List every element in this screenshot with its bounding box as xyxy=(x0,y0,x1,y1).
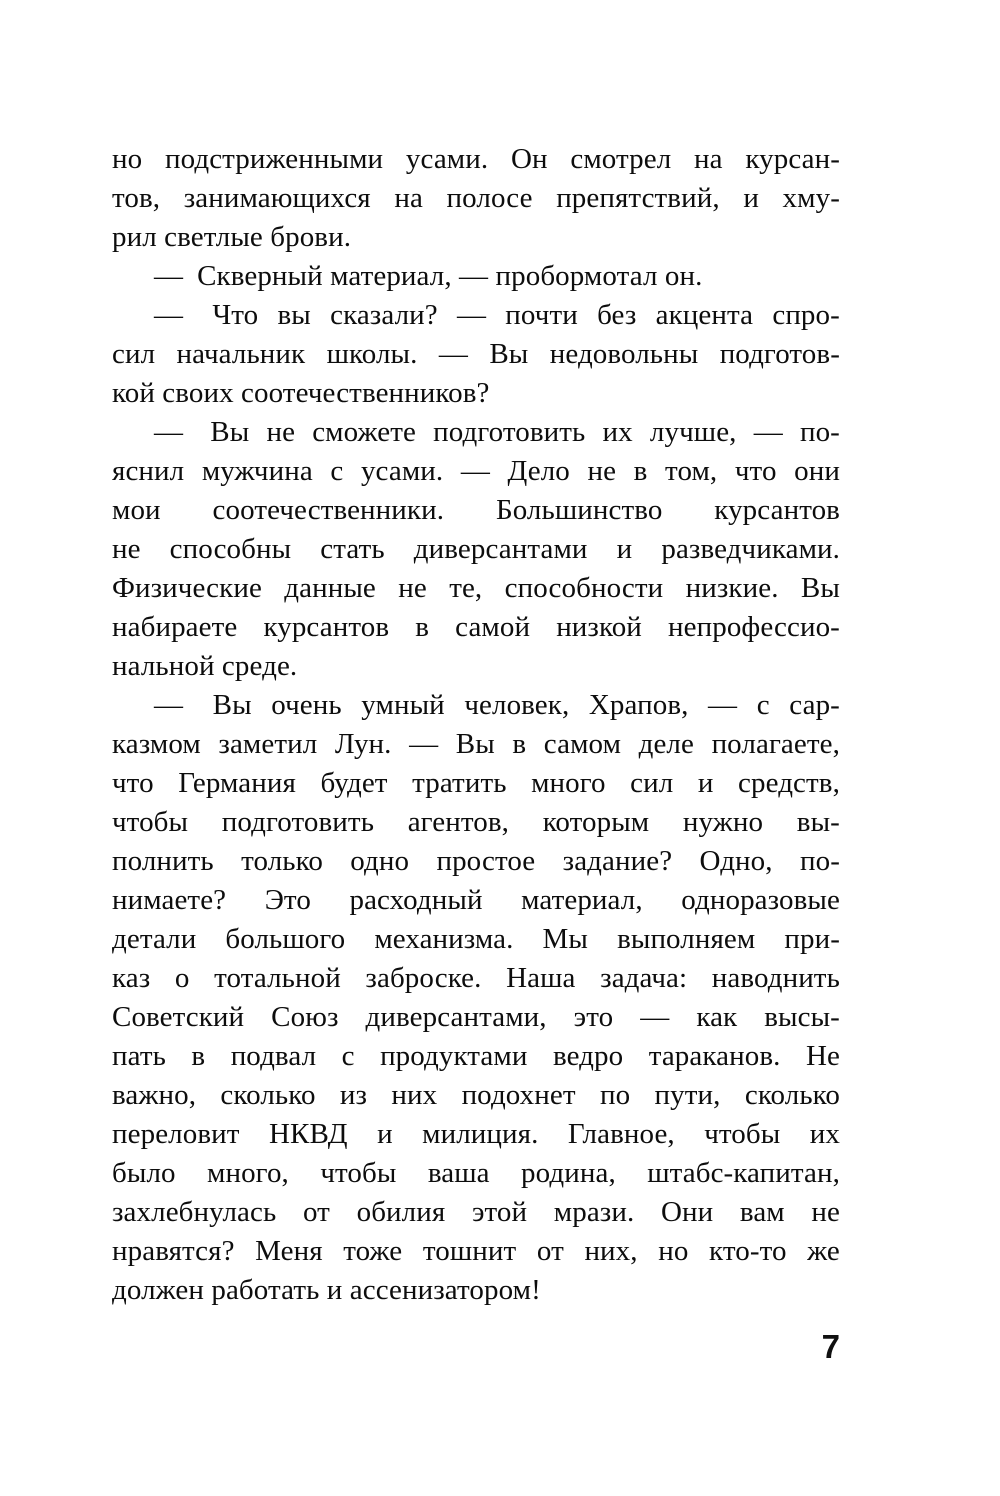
text-line: нравятся? Меня тоже тошнит от них, но кто-то же xyxy=(112,1235,840,1267)
text-line: Советский Союз диверсантами, это — как высы- xyxy=(112,1001,840,1033)
text-line: захлебнулась от обилия этой мрази. Они вам не xyxy=(112,1196,840,1228)
text-line: но подстриженными усами. Он смотрел на курсан- xyxy=(112,143,840,175)
page-number: 7 xyxy=(821,1328,840,1365)
text-line: тов, занимающихся на полосе препятствий, и хму- xyxy=(112,182,840,214)
text-line: — Вы не сможете подготовить их лучше, — по- xyxy=(154,416,840,448)
text-line: яснил мужчина с усами. — Дело не в том, что они xyxy=(112,455,840,487)
text-line: набираете курсантов в самой низкой непрофессио- xyxy=(112,611,840,643)
text-line: важно, сколько из них подохнет по пути, сколько xyxy=(112,1079,840,1111)
text-line: каз о тотальной заброске. Наша задача: наводнить xyxy=(112,962,840,994)
text-line: полнить только одно простое задание? Одно, по- xyxy=(112,845,840,877)
text-line: не способны стать диверсантами и разведчиками. xyxy=(112,533,840,565)
text-line: сил начальник школы. — Вы недовольны подготов- xyxy=(112,338,840,370)
text-line: — Вы очень умный человек, Храпов, — с сар- xyxy=(154,689,840,721)
text-line: что Германия будет тратить много сил и средств, xyxy=(112,767,840,799)
text-line: переловит НКВД и милиция. Главное, чтобы их xyxy=(112,1118,840,1150)
text-line: пать в подвал с продуктами ведро тараканов. Не xyxy=(112,1040,840,1072)
page-text xyxy=(112,140,840,1310)
text-line: нальной среде. xyxy=(112,650,298,682)
text-line: детали большого механизма. Мы выполняем при- xyxy=(112,923,840,955)
text-line: Физические данные не те, способности низкие. Вы xyxy=(112,572,840,604)
text-line: должен работать и ассенизатором! xyxy=(112,1274,541,1306)
text-line: нимаете? Это расходный материал, одноразовые xyxy=(112,884,840,916)
text-line: мои соотечественники. Большинство курсантов xyxy=(112,494,840,526)
text-line: — Скверный материал, — пробормотал он. xyxy=(154,260,703,292)
text-line: кой своих соотечественников? xyxy=(112,377,490,409)
text-line: было много, чтобы ваша родина, штабс-капитан, xyxy=(112,1157,840,1189)
text-line: — Что вы сказали? — почти без акцента спро- xyxy=(154,299,840,331)
text-line: рил светлые брови. xyxy=(112,221,352,253)
text-line: чтобы подготовить агентов, которым нужно вы- xyxy=(112,806,840,838)
text-line: казмом заметил Лун. — Вы в самом деле полагаете, xyxy=(112,728,840,760)
